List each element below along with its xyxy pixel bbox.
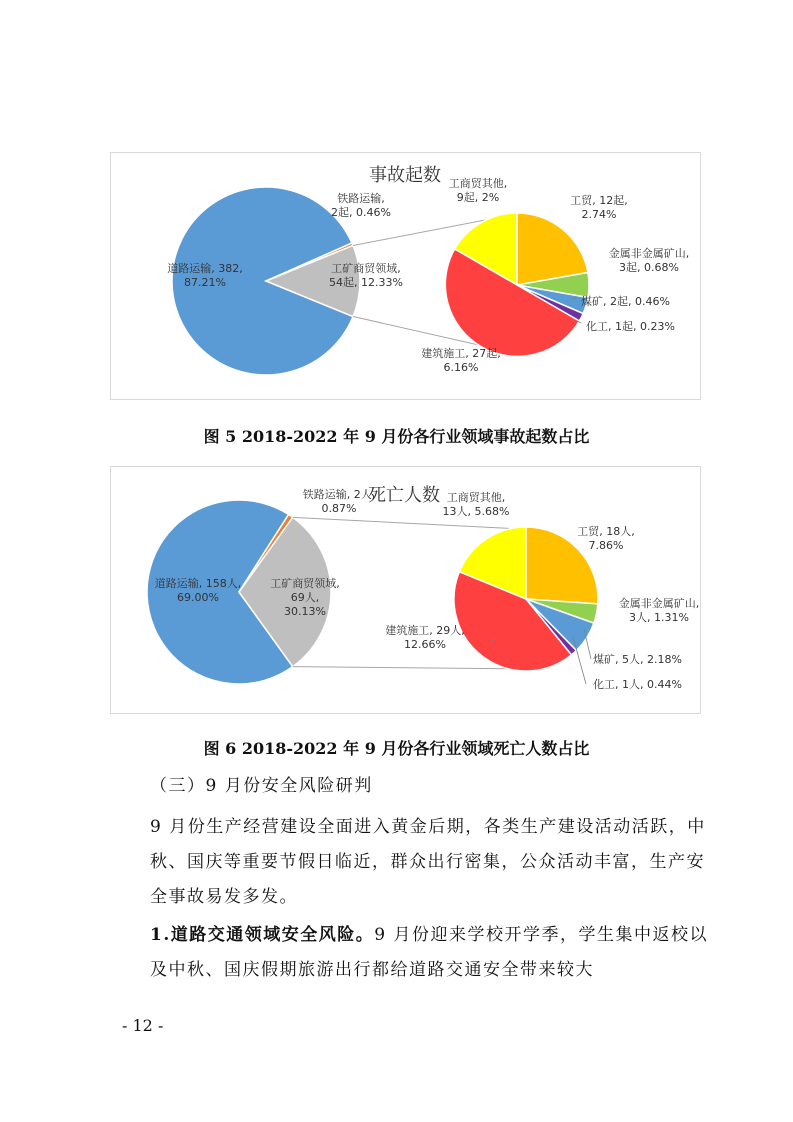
paragraph-text: 9 月份迎来学校开学季，学生集中返校以及中秋、国庆假期旅游出行都给道路交通安全带来较大 [150, 925, 708, 980]
data-label: 化工, 1起, 0.23% [586, 320, 675, 333]
data-label: 铁路运输, 2起, 0.46% [331, 192, 391, 219]
data-label: 工商贸其他, 9起, 2% [448, 177, 508, 204]
paragraph-text: 9 月份生产经营建设全面进入黄金后期，各类生产建设活动活跃，中秋、国庆等重要节假日临近，群众出行密集，公众活动丰富，生产安全事故易发多发。 [150, 817, 706, 907]
figure-caption: 图 6 2018-2022 年 9 月份各行业领域死亡人数占比 [203, 739, 590, 758]
pie-slice-sub [526, 527, 598, 604]
data-label: 工贸, 18人, 7.86% [577, 525, 635, 552]
section-heading: （三）9 月份安全风险研判 [150, 776, 373, 796]
figure-caption: 图 5 2018-2022 年 9 月份各行业领域事故起数占比 [203, 427, 590, 446]
connector-line [293, 517, 520, 529]
chart-title: 死亡人数 [368, 485, 440, 506]
data-label: 化工, 1人, 0.44% [593, 678, 682, 691]
data-label: 煤矿, 2起, 0.46% [581, 295, 670, 308]
pie-of-pie-chart [111, 467, 700, 713]
chart-death-count [110, 466, 701, 714]
data-label: 金属非金属矿山, 3起, 0.68% [608, 247, 690, 274]
data-label: 道路运输, 158人, 69.00% [154, 577, 242, 604]
chart-title: 事故起数 [369, 165, 441, 186]
data-label: 建筑施工, 29人, 12.66% [385, 624, 465, 651]
data-label: 建筑施工, 27起, 6.16% [421, 347, 501, 374]
pie-of-pie-chart [111, 153, 700, 399]
body-paragraph [150, 918, 710, 988]
chart-accident-count [110, 152, 701, 400]
connector-line [293, 667, 532, 669]
data-label: 工商贸其他, 13人, 5.68% [442, 491, 510, 518]
page-number: - 12 - [122, 1016, 164, 1035]
data-label: 工矿商贸领域, 69人, 30.13% [270, 577, 340, 618]
data-label: 铁路运输, 2人, 0.87% [302, 488, 376, 515]
data-label: 煤矿, 5人, 2.18% [593, 653, 682, 666]
data-label: 道路运输, 382, 87.21% [167, 262, 243, 289]
data-label: 工矿商贸领域, 54起, 12.33% [329, 262, 403, 289]
body-paragraph [150, 810, 710, 915]
paragraph-heading: 1.道路交通领域安全风险。 [150, 925, 375, 945]
data-label: 金属非金属矿山, 3人, 1.31% [618, 597, 700, 624]
data-label: 工贸, 12起, 2.74% [570, 194, 628, 221]
